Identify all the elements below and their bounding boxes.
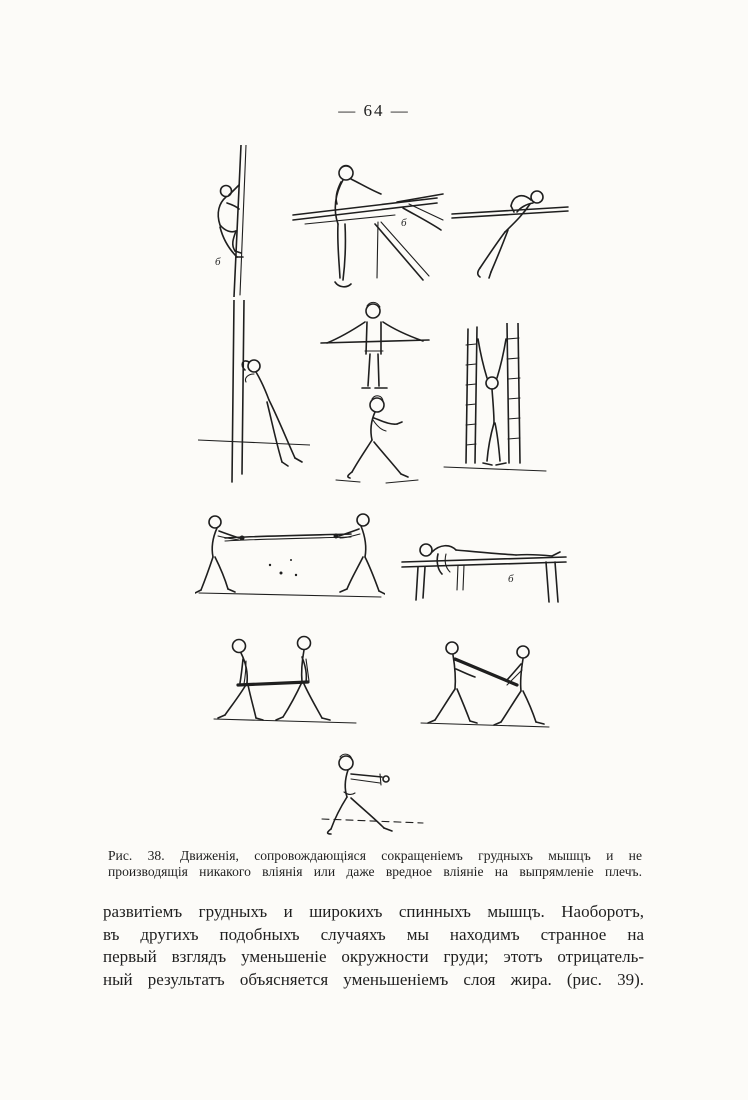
illustration-lunge-step bbox=[330, 393, 430, 488]
body-line-3: первый взглядъ уменьшеніе окружности груди; этотъ отрицатель- bbox=[103, 947, 644, 967]
body-paragraph bbox=[103, 901, 644, 992]
caption-line-2: производящія никакого вліянія или даже вредное вліяніе на выпрямленіе плечъ. bbox=[108, 864, 642, 880]
illustration-pole-lean bbox=[198, 300, 310, 485]
figure-38 bbox=[0, 140, 748, 900]
figure-label: б bbox=[215, 256, 221, 268]
body-line-2: въ другихъ подобныхъ случаяхъ мы находимъ странное на bbox=[103, 924, 644, 944]
figure-caption bbox=[108, 848, 642, 881]
page-number: — 64 — bbox=[338, 101, 410, 120]
figure-label: б bbox=[401, 217, 407, 229]
illustration-bench-prone bbox=[398, 532, 570, 607]
illustration-rope-tug bbox=[195, 505, 385, 610]
illustration-wand-front bbox=[315, 298, 435, 398]
illustration-horizontal-bar bbox=[450, 180, 570, 285]
illustration-ladders-hang bbox=[440, 323, 550, 475]
illustration-incline-board bbox=[285, 160, 445, 295]
illustration-pair-bar-push bbox=[210, 633, 360, 733]
illustration-pair-stick-pull bbox=[415, 635, 555, 735]
body-line-4: ный результатъ объясняется уменьшеніемъ слоя жира. (рис. 39). bbox=[103, 970, 644, 990]
body-line-1: развитіемъ грудныхъ и широкихъ спинныхъ мышцъ. Наоборотъ, bbox=[103, 902, 644, 921]
illustration-solo-pull bbox=[318, 752, 433, 842]
caption-line-1: Рис. 38. Движенія, сопровождающіяся сокращеніемъ грудныхъ мышцъ и не bbox=[108, 848, 642, 863]
illustration-rope-climb bbox=[203, 145, 273, 297]
figure-label: б bbox=[508, 573, 514, 585]
